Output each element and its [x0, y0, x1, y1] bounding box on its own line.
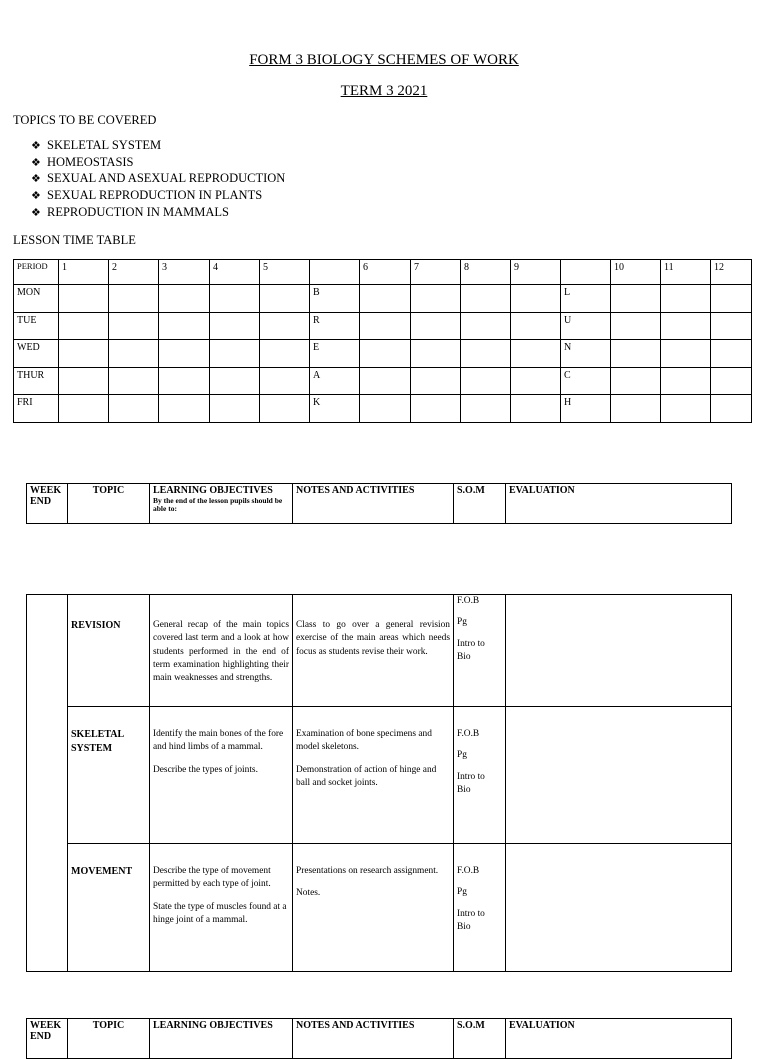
objectives-cell [150, 595, 293, 707]
period-number-cell: 2 [109, 260, 159, 285]
som-item: Pg [457, 887, 467, 898]
lunch-letter-cell: L [561, 285, 611, 313]
diamond-bullet-icon: ❖ [31, 190, 41, 203]
topic-cell: SKELETAL SYSTEM [68, 707, 150, 844]
break-letter-cell: K [310, 395, 360, 423]
period-number-cell: 1 [59, 260, 109, 285]
topic-item: ❖ SEXUAL REPRODUCTION IN PLANTS [31, 187, 285, 204]
objectives-cell [150, 844, 293, 972]
som-cell [454, 595, 506, 707]
topics-list [31, 137, 285, 220]
document-title: FORM 3 BIOLOGY SCHEMES OF WORK [249, 52, 519, 68]
day-cell: WED [14, 340, 59, 368]
period-number-cell: 9 [511, 260, 561, 285]
period-number-cell: 12 [711, 260, 752, 285]
evaluation-cell [506, 844, 732, 972]
som-item: F.O.B [457, 596, 480, 606]
notes-text: Notes. [296, 888, 321, 899]
period-number-cell: 3 [159, 260, 210, 285]
notes-text: Class to go over a general revision exercise of the main areas which needs focus as students revise their work. [296, 620, 450, 657]
diamond-bullet-icon: ❖ [31, 156, 41, 169]
scheme-header-table [26, 483, 732, 524]
break-header-cell [310, 260, 360, 285]
week-header: WEEK END [27, 484, 68, 524]
topic-cell: REVISION [68, 595, 150, 707]
period-number-cell: 5 [260, 260, 310, 285]
objectives-header-label: LEARNING OBJECTIVES [153, 1020, 273, 1031]
scheme-header-row [27, 1019, 732, 1059]
objective-text: Describe the types of joints. [153, 764, 258, 775]
notes-header: NOTES AND ACTIVITIES [293, 1019, 454, 1059]
som-header: S.O.M [454, 484, 506, 524]
som-item: F.O.B [457, 729, 480, 739]
lunch-letter-cell: U [561, 312, 611, 340]
scheme-body-table [26, 594, 732, 972]
som-header: S.O.M [454, 1019, 506, 1059]
notes-header: NOTES AND ACTIVITIES [293, 484, 454, 524]
scheme-header-table-repeat [26, 1018, 732, 1059]
objectives-header [150, 1019, 293, 1059]
timetable-row [14, 312, 752, 340]
break-letter-cell: R [310, 312, 360, 340]
evaluation-cell [506, 707, 732, 844]
scheme-row [27, 844, 732, 972]
period-number-cell: 11 [661, 260, 711, 285]
timetable-row [14, 367, 752, 395]
period-number-cell: 8 [461, 260, 511, 285]
objectives-header-label: LEARNING OBJECTIVES [153, 485, 273, 496]
timetable-row [14, 395, 752, 423]
day-cell: THUR [14, 367, 59, 395]
break-letter-cell: B [310, 285, 360, 313]
lunch-header-cell [561, 260, 611, 285]
break-letter-cell: A [310, 367, 360, 395]
evaluation-header: EVALUATION [506, 484, 732, 524]
objective-text: State the type of muscles found at a hinge joint of a mammal. [153, 901, 287, 926]
period-number-cell: 4 [210, 260, 260, 285]
objective-text: Identify the main bones of the fore and hind limbs of a mammal. [153, 729, 284, 753]
evaluation-header: EVALUATION [506, 1019, 732, 1059]
topic-item: ❖ SEXUAL AND ASEXUAL REPRODUCTION [31, 170, 285, 187]
som-item: Intro to Bio [457, 771, 485, 796]
day-cell: TUE [14, 312, 59, 340]
notes-cell [293, 844, 454, 972]
period-number-cell: 7 [411, 260, 461, 285]
objectives-header-subtitle: By the end of the lesson pupils should be able to: [153, 496, 283, 514]
topic-item: ❖ HOMEOSTASIS [31, 154, 285, 171]
timetable-row [14, 285, 752, 313]
som-item: F.O.B [457, 866, 480, 876]
objectives-cell [150, 707, 293, 844]
lunch-letter-cell: C [561, 367, 611, 395]
evaluation-cell [506, 595, 732, 707]
diamond-bullet-icon: ❖ [31, 173, 41, 186]
timetable-row [14, 340, 752, 368]
timetable-heading: LESSON TIME TABLE [13, 233, 136, 247]
timetable-header-row [14, 260, 752, 285]
som-item: Pg [457, 617, 467, 628]
notes-text: Demonstration of action of hinge and ball and socket joints. [296, 764, 437, 789]
notes-text: Examination of bone specimens and model skeletons. [296, 729, 432, 753]
topics-heading: TOPICS TO BE COVERED [13, 113, 157, 127]
week-cell [27, 595, 68, 972]
topic-item: ❖ REPRODUCTION IN MAMMALS [31, 204, 285, 221]
topic-header: TOPIC [68, 1019, 150, 1059]
lesson-timetable [13, 259, 752, 423]
lunch-letter-cell: H [561, 395, 611, 423]
objective-text: Describe the type of movement permitted by each type of joint. [153, 866, 271, 890]
objective-text: General recap of the main topics covered last term and a look at how students performed in the end of term examination highlighting their main weaknesses and strengths. [153, 620, 289, 684]
week-header: WEEK END [27, 1019, 68, 1059]
som-cell [454, 844, 506, 972]
notes-cell [293, 595, 454, 707]
som-item: Intro to Bio [457, 908, 485, 933]
scheme-row [27, 707, 732, 844]
topic-cell: MOVEMENT [68, 844, 150, 972]
topic-header: TOPIC [68, 484, 150, 524]
period-number-cell: 6 [360, 260, 411, 285]
objectives-header [150, 484, 293, 524]
notes-text: Presentations on research assignment. [296, 866, 439, 876]
term-title: TERM 3 2021 [340, 83, 428, 99]
diamond-bullet-icon: ❖ [31, 140, 41, 152]
break-letter-cell: E [310, 340, 360, 368]
som-item: Intro to Bio [457, 638, 485, 663]
notes-cell [293, 707, 454, 844]
som-cell [454, 707, 506, 844]
period-header-cell: PERIOD [14, 260, 59, 285]
topic-item: ❖ SKELETAL SYSTEM [31, 137, 285, 154]
som-item: Pg [457, 750, 467, 761]
period-number-cell: 10 [611, 260, 661, 285]
day-cell: MON [14, 285, 59, 313]
diamond-bullet-icon: ❖ [31, 206, 41, 219]
scheme-row [27, 595, 732, 707]
scheme-header-row [27, 484, 732, 524]
day-cell: FRI [14, 395, 59, 423]
lunch-letter-cell: N [561, 340, 611, 368]
